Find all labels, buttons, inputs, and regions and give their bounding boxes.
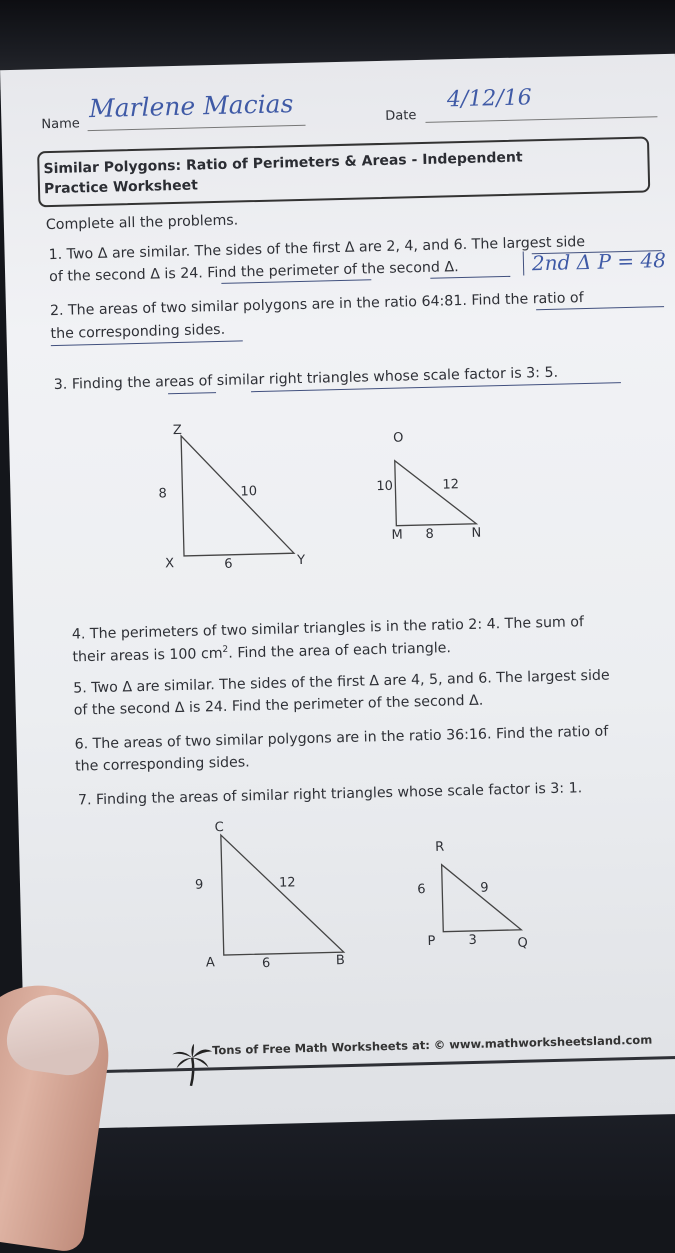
vertex-m: M <box>391 527 403 543</box>
instructions: Complete all the problems. <box>45 212 239 234</box>
side-zx-length: 8 <box>158 486 167 502</box>
problem-2-line-1: 2. The areas of two similar polygons are in the ratio 64:81. Find the ratio of <box>49 290 584 320</box>
date-value: 4/12/16 <box>446 85 533 113</box>
underline-second-triangle <box>430 276 510 279</box>
triangle-omn-shape <box>395 459 477 526</box>
title-line-1: Similar Polygons: Ratio of Perimeters & Areas - Independent <box>43 149 523 178</box>
problem-1-answer: 2nd Δ P = 48 <box>523 248 666 275</box>
vertex-q: Q <box>517 935 529 951</box>
vertex-b: B <box>335 953 346 969</box>
problem-4-line-2 <box>72 639 451 665</box>
problem-5-line-1: 5. Two Δ are similar. The sides of the first Δ are 4, 5, and 6. The largest side <box>73 667 610 697</box>
side-cb-length: 12 <box>278 875 296 891</box>
underline-areas <box>168 392 216 394</box>
title-box <box>37 136 650 207</box>
problem-4-text-b: . Find the area of each triangle. <box>228 640 452 662</box>
date-line <box>425 116 657 123</box>
footer-text: Tons of Free Math Worksheets at: © www.mathworksheetsland.com <box>211 1032 653 1058</box>
problem-1-line-2: of the second Δ is 24. Find the perimeter of the second Δ. <box>48 259 459 286</box>
vertex-o: O <box>393 430 404 446</box>
problem-3: 3. Finding the areas of similar right triangles whose scale factor is 3: 5. <box>53 364 559 394</box>
vertex-p: P <box>427 933 436 950</box>
vertex-x: X <box>165 556 175 572</box>
side-zy-length: 10 <box>240 484 258 500</box>
footer-rule <box>15 1055 675 1075</box>
worksheet-paper <box>0 54 675 1130</box>
triangle-xyz-shape <box>181 433 294 556</box>
problem-4-text-a: their areas is 100 cm <box>72 645 223 666</box>
problem-6-line-2: the corresponding sides. <box>74 754 250 775</box>
vertex-n: N <box>471 525 482 541</box>
problem-5-line-2: of the second Δ is 24. Find the perimeter of the second Δ. <box>73 692 484 719</box>
vertex-z: Z <box>172 422 183 439</box>
triangles-xyz-omn <box>139 413 513 592</box>
problem-4-superscript: 2 <box>222 644 229 655</box>
problem-2-line-2: the corresponding sides. <box>50 321 226 343</box>
palm-tree-icon <box>172 1043 213 1086</box>
side-ca-length: 9 <box>194 877 204 893</box>
side-rq-length: 9 <box>480 880 489 896</box>
vertex-c: C <box>214 820 224 836</box>
problem-4-line-1: 4. The perimeters of two similar triangles is in the ratio 2: 4. The sum of <box>71 614 585 643</box>
title-line-2: Practice Worksheet <box>43 177 199 198</box>
side-on-length: 12 <box>442 477 460 493</box>
problem-6-line-1: 6. The areas of two similar polygons are in the ratio 36:16. Find the ratio of <box>74 723 609 753</box>
vertex-r: R <box>435 839 445 855</box>
side-om-length: 10 <box>376 478 394 495</box>
triangle-cab-shape <box>221 832 344 955</box>
date-label: Date <box>385 108 417 124</box>
vertex-y: Y <box>296 552 306 569</box>
side-rp-length: 6 <box>417 882 426 898</box>
name-line <box>88 125 306 131</box>
triangle-rpq-shape <box>442 863 522 932</box>
side-xy-length: 6 <box>224 556 233 572</box>
side-ab-length: 6 <box>261 955 271 972</box>
name-label: Name <box>41 116 80 133</box>
student-name: Marlene Macias <box>88 89 294 124</box>
side-pq-length: 3 <box>468 932 477 949</box>
vertex-a: A <box>205 955 216 971</box>
side-mn-length: 8 <box>425 526 435 542</box>
problem-1-line-1: 1. Two Δ are similar. The sides of the first Δ are 2, 4, and 6. The largest side <box>48 234 586 264</box>
triangles-cab-rpq <box>199 817 543 985</box>
problem-7: 7. Finding the areas of similar right triangles whose scale factor is 3: 1. <box>77 780 583 809</box>
